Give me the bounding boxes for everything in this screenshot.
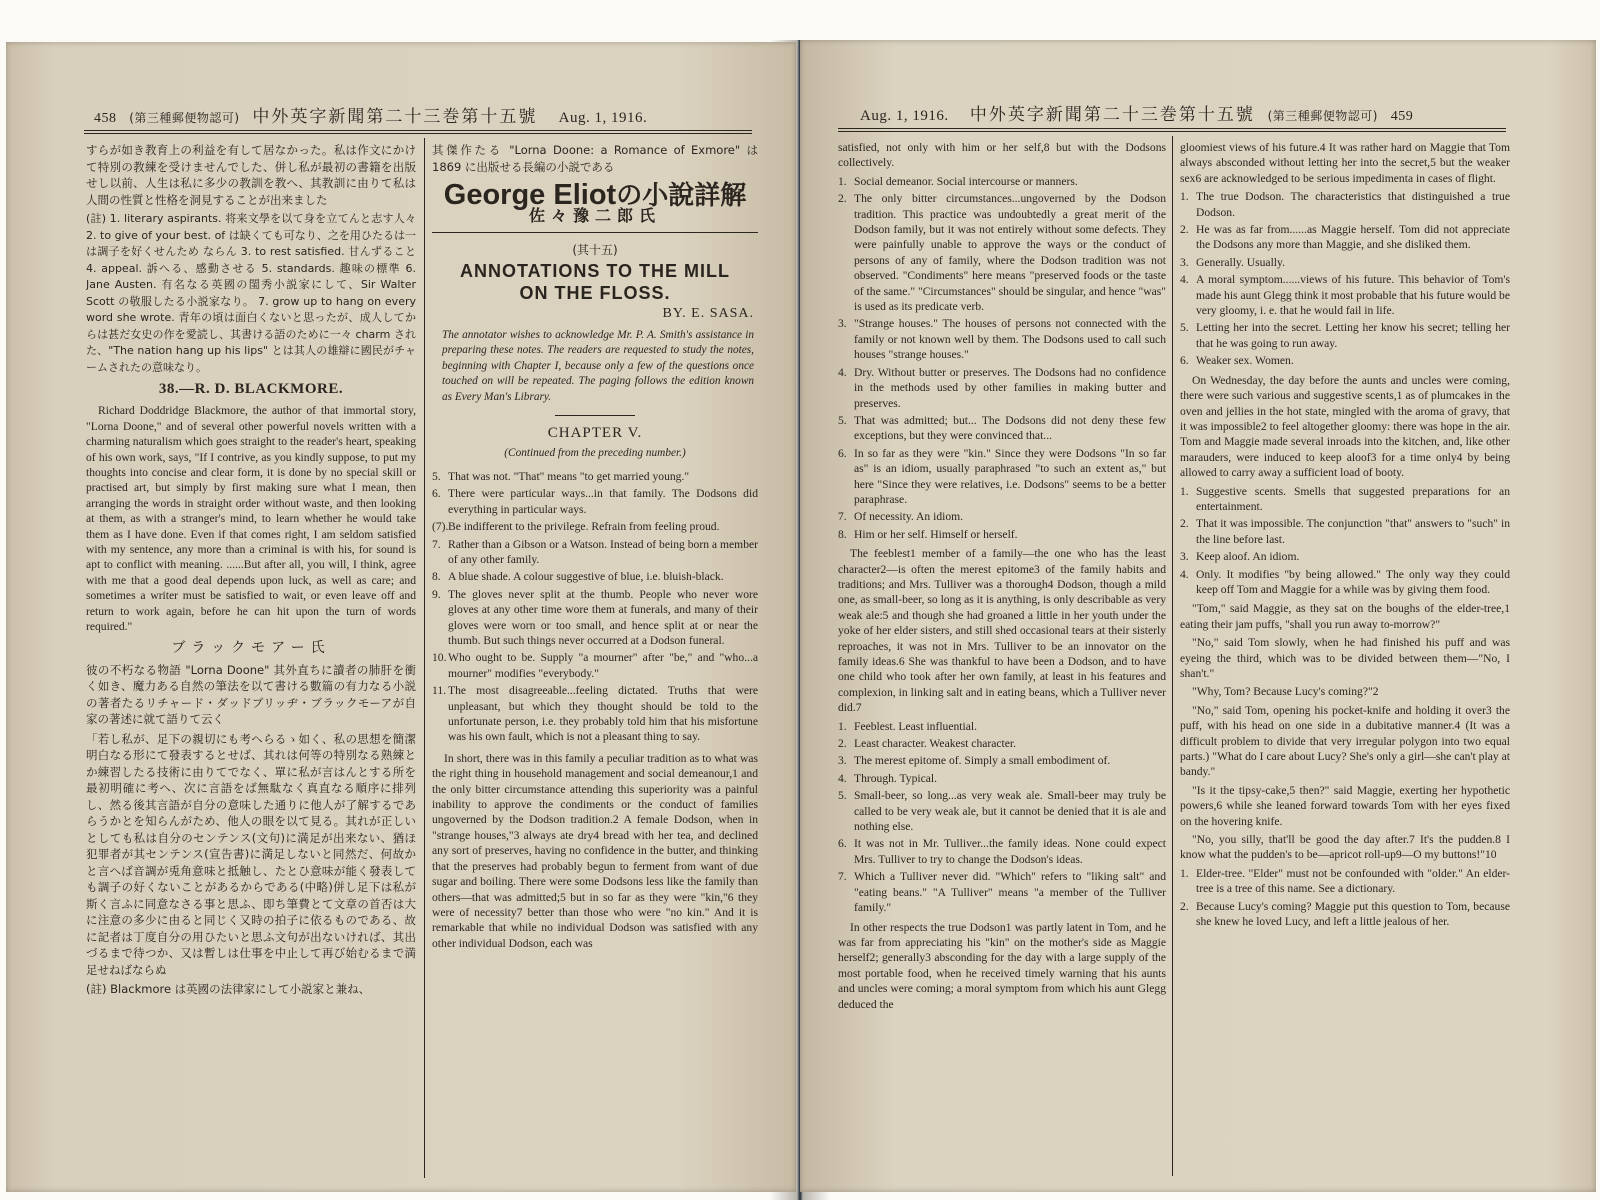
jp-glosses: (註) 1. literary aspirants. 将来文學を以て身を立てんと志す人々 2. to give of your best. of は缺くても可なり、之を用ひたるは一は調子を好くせんため ならん 3. to rest satisfied. 甘んずること 4. appeal. 訴へる、感動させる 5. standards. 趣味の標準 6. Jane Austen. 有名なる英國の閨秀小説家にして、Sir Walter Scott の敬服したる小説家なり。 7. grow up to hang on every word she wrote. 青年の頃は面白くないと思ったが、成人してからは甚だ女史の作を愛読し、其書ける語のために一々 charm された、"The nation hang up his lips" とは其人の雄辯に國民がチャームされたの意味なり。 (86, 212, 416, 374)
note-text: Who ought to be. Supply "a mourner" after "be," and "who...a mourner" modifies "everybody." (448, 651, 758, 680)
note-text: Dry. Without butter or preserves. The Dodsons had no confidence in the methods used by other families in making butter and preserves. (854, 365, 1166, 410)
right-header (860, 100, 1413, 125)
note-text: The gloves never split at the thumb. People who never wore gloves at any other time wore them at funerals, and many of their gloves were worn or too small, and hence split at or near the thumb. But such things never occurred at a Dodson funeral. (448, 587, 758, 647)
left-header (94, 102, 647, 127)
article-title-box (432, 178, 758, 233)
note-item (432, 650, 758, 681)
body-paragraph: On Wednesday, the day before the aunts and uncles were coming, there were such various and suggestive scents,1 as of plumcakes in the oven and jellies in the hot state, mingled with the aroma of gravy, that it was impossible2 to feel altogether gloomy: there was hope in the air. Tom and Maggie made several inroads into the kitchen, and, like other marauders, were induced to keep aloof3 for a time only4 by being allowed to carry away a sufficient load of booty. (1180, 373, 1510, 480)
note-number: 8. (838, 527, 847, 541)
note-text: Him or her self. Himself or herself. (854, 527, 1018, 541)
note-number: 1. (1180, 190, 1189, 204)
note-number: 6. (838, 446, 847, 460)
note-item (432, 537, 758, 568)
note-item (838, 836, 1166, 867)
note-item (1180, 549, 1510, 564)
note-number: 9. (432, 587, 441, 601)
note-item (838, 753, 1166, 768)
page-number: 458 (94, 111, 117, 126)
note-text: That was not. "That" means "to get married young." (448, 469, 690, 483)
divider (555, 415, 635, 416)
note-number: 8. (432, 570, 441, 584)
note-text: Keep aloof. An idiom. (1196, 550, 1300, 564)
notes-list (432, 469, 758, 745)
note-item (838, 771, 1166, 786)
chapter-heading: CHAPTER V. (547, 425, 643, 442)
notes-list (1180, 189, 1510, 368)
note-text: Only. It modifies "by being allowed." The only way they could keep off Tom and Maggie for a while was by giving them food. (1196, 567, 1510, 596)
notes-list (838, 719, 1166, 916)
note-number: 6. (838, 837, 847, 851)
note-number: 4. (1180, 273, 1189, 287)
note-item (1180, 516, 1510, 547)
jp-paragraph: 其傑作たる "Lorna Doone: a Romance of Exmore" は 1869 に出版せる長編の小説である (432, 143, 758, 174)
note-number: 3. (838, 754, 847, 768)
note-number: 5. (838, 789, 847, 803)
note-number: 11. (432, 684, 447, 698)
note-number: 2. (1180, 223, 1189, 237)
left-column-2 (432, 142, 758, 1182)
note-item (838, 527, 1166, 542)
header-permit: (第三種郵便物認可) (1267, 109, 1378, 123)
header-date: Aug. 1, 1916. (558, 110, 648, 126)
note-number: 4. (1180, 567, 1189, 581)
note-number: 6. (432, 487, 441, 501)
note-text: Elder-tree. "Elder" must not be confounded with "older." An elder-tree is a tree of this name. See a dictionary. (1196, 866, 1510, 896)
note-item (432, 569, 758, 584)
continued-note: (Continued from the preceding number.) (504, 446, 686, 459)
body-paragraph: "Why, Tom? Because Lucy's coming?"2 (1192, 685, 1379, 699)
note-text: The true Dodson. The characteristics that distinguished a true Dodson. (1196, 190, 1510, 219)
note-item (1180, 353, 1510, 368)
body-paragraph: gloomiest views of his future.4 It was rather hard on Maggie that Tom always absconded without letting her into the secret,5 but the weaker sex6 are acknowledged to be serious impedimenta in cases of flight. (1180, 141, 1510, 185)
note-text: The merest epitome of. Simply a small embodiment of. (854, 754, 1111, 768)
note-item (838, 446, 1166, 508)
note-number: 1. (1180, 484, 1189, 498)
note-text: A moral symptom......views of his future. This behavior of Tom's made his aunt Glegg think it most probable that his future would be very gloomy, i. e. that he would fail in life. (1196, 273, 1510, 318)
note-item (838, 788, 1166, 834)
note-text: Generally. Usually. (1196, 255, 1285, 269)
note-item (432, 587, 758, 649)
notes-list (1180, 484, 1510, 598)
note-item (838, 191, 1166, 314)
note-text: Least character. Weakest character. (854, 737, 1017, 751)
note-text: Letting her into the secret. Letting her know his secret; telling her that he was going to run away. (1196, 321, 1510, 350)
note-number: 7. (838, 870, 847, 884)
note-item (1180, 189, 1510, 220)
notes-list (1180, 866, 1510, 930)
note-item (838, 316, 1166, 362)
note-number: 1. (838, 174, 847, 188)
note-number: (7). (432, 520, 449, 534)
english-paragraph: Richard Doddridge Blackmore, the author of that immortal story, "Lorna Doone," and of several other powerful novels written with a charming naturalism which goes straight to the reader's heart, speaking of his own work, says, "If I contrive, as you kindly suppose, to put my thoughts into concise and clear form, it is done by no special skill or practised art, but simply by first making sure what I mean, then arranging the words in straight order without waste, and then looking at them, as with a stranger's mind, to learn whether he would take them as I have done. Even if that comes right, I am seldom satisfied with my sentence, any more than a criminal is with his, for sound is apt to conflict with meaning. ......But after all, you will, I think, agree with me that a good deal depends upon luck, as well as care; and sometimes a writer must be satisfied to wait, or even leave off and return to work again, before he can hit upon the turn of words required." (86, 404, 416, 634)
note-item (838, 413, 1166, 444)
header-title: 中外英字新聞第二十三巻第十五號 (252, 107, 538, 127)
note-item (432, 683, 758, 745)
note-item (838, 509, 1166, 524)
note-number: 10. (432, 651, 447, 665)
note-item (838, 365, 1166, 411)
article-title (432, 179, 758, 211)
note-item (838, 869, 1166, 915)
header-rule (838, 128, 1506, 132)
note-text: Be indifferent to the privilege. Refrain from feeling proud. (448, 520, 720, 534)
right-column-2 (1180, 140, 1510, 1180)
note-text: "Strange houses." The houses of persons not connected with the family or not known well by them. The Dodsons used to call such houses "strange houses." (854, 317, 1166, 362)
section-heading: 38.—R. D. BLACKMORE. (158, 381, 344, 397)
note-number: 7. (838, 510, 847, 524)
note-text: The most disagreeable...feeling dictated. Truths that were unpleasant, but which they thought should be told to the unfortunate person, i.e. they probably told him that his misfortune was his own fault, which is not a pleasant thing to say. (448, 684, 758, 744)
body-paragraph: In other respects the true Dodson1 was partly latent in Tom, and he was far from appreciating his "kin" on the mother's side as Maggie herself2; generally3 absconding for the day with a large supply of the most portable food, when he received timely warning that his aunts and uncles were coming; a moral symptom from which his aunt Glegg deduced the (838, 920, 1166, 1011)
note-number: 3. (1180, 255, 1189, 269)
body-paragraph: "Tom," said Maggie, as they sat on the boughs of the elder-tree,1 eating their jam puffs, "shall you run away to-morrow?" (1180, 602, 1510, 631)
title-en: George Eliot (443, 179, 617, 211)
note-number: 3. (838, 317, 847, 331)
header-title: 中外英字新聞第二十三巻第十五號 (969, 105, 1255, 125)
body-paragraph: "No," said Tom, opening his pocket-knife and holding it over3 the puff, with his head on one side in a dubitative manner.4 (It was a difficult problem to divide that very irregular polygon into two equal parts.) "What do I care about Lucy? She's only a girl—she can't play at bandy." (1180, 703, 1510, 779)
note-text: Feeblest. Least influential. (854, 719, 977, 733)
note-text: Weaker sex. Women. (1196, 354, 1294, 368)
note-number: 5. (432, 469, 441, 483)
note-item (1180, 899, 1510, 930)
jp-section-heading: ブラックモアー氏 (171, 639, 331, 656)
body-paragraph: The feeblest1 member of a family—the one who has the least character2—is often the merest epitome3 of the family habits and traditions; and Mrs. Tulliver was a thorough4 Dodson, though a mild one, as small-beer, so long as it is anything, is only describable as very weak ale:5 and though she had groaned a little in her youth under the yoke of her elder sisters, and still shed occasional tears at their sisterly reproaches, it was not in Mrs. Tulliver to be an innovator on the family ideas.6 She was thankful to have been a Dodson, and to have one child who took after her own family, at least in his features and complexion, in linking salt and in eating beans, which a Tulliver never did.7 (838, 547, 1166, 715)
jp-paragraph: 「若し私が、足下の親切にも考へらるゝ如く、私の思想を簡潔明白なる形にて發表するとせば、其れは何等の特別なる熟練とか練習したる技術に由りてでなく、單に私が言はんとする所を最初明確に考へ、次に言語をば無駄なく真直なる順序に排列し、然る後其言語が自分の意味した通りに他人が了解するであらうかとを知らんがため、他人の眼を以て見る。其れが正しいとしても私は自分のセンテンス(文句)に満足が出来ない、猶ほ犯罪者が其センテンス(宣告書)に満足しないと同然だ、何故かと言へば音調が兎角意味と抵触し、たとひ意味が能く發表しても調子の好くないことがあるからである(中略)併し足下は私が斯く言ふに同意なさる事と思ふ、即ち筆費とて文章の首否は大に注意の多少に由ると同じく又時の拍子に依るものである、故に記者は丁度自分の用ひたいと思ふ文句が出ないければ、其出づるまで待つか、又は暫しは仕事を中止して再び始むるまで満足せねばならぬ (86, 731, 416, 977)
note-text: Small-beer, so long...as very weak ale. Small-beer may truly be called to be very weak ale, but it cannot be denied that it is ale and nothing else. (854, 789, 1166, 834)
jp-paragraph: すらが如き教育上の利益を有して居なかった。私は作文にかけて特別の教練を受けませんでした、併し私が最初の書籍を出版せし以前、人生は私に多少の教訓を教へ、其教訓に由りて私は人間の性質と性格を洞見することが出来ました (86, 143, 416, 207)
note-text: Which a Tulliver never did. "Which" refers to "liking salt" and "eating beans." "A Tulliver" means "a member of the Tulliver family." (854, 870, 1166, 915)
note-item (1180, 272, 1510, 318)
note-number: 3. (1180, 550, 1189, 564)
intro-note: The annotator wishes to acknowledge Mr. P. A. Smith's assistance in preparing these notes. The readers are requested to study the notes, beginning with Chapter I, because only a few of the questions once touched on will be repeated. The paging follows the edition known as Every Man's Library. (442, 328, 754, 403)
body-paragraph: "Is it the tipsy-cake,5 then?" said Maggie, exerting her hypothetic powers,6 while she leaned forward towards Tom with her eyes fixed on the hovering knife. (1180, 783, 1510, 828)
right-column-1 (838, 140, 1166, 1180)
note-text: Rather than a Gibson or a Watson. Instead of being born a member of any other family. (448, 537, 758, 566)
note-number: 7. (432, 537, 441, 551)
note-text: Through. Typical. (854, 771, 938, 785)
header-permit: (第三種郵便物認可) (129, 111, 240, 125)
annotations-title-line-1: ANNOTATIONS TO THE MILL (460, 261, 730, 282)
note-item (432, 519, 758, 534)
note-item (838, 736, 1166, 751)
note-text: Suggestive scents. Smells that suggested preparations for an entertainment. (1196, 484, 1510, 513)
note-text: A blue shade. A colour suggestive of blue, i.e. bluish-black. (448, 570, 724, 584)
note-item (1180, 222, 1510, 253)
note-text: Social demeanor. Social intercourse or manners. (854, 174, 1078, 188)
header-date: Aug. 1, 1916. (860, 108, 949, 124)
author-jp: 佐々豫二郎氏 (528, 206, 661, 226)
note-item (432, 486, 758, 517)
body-paragraph: satisfied, not only with him or her self,8 but with the Dodsons collectively. (838, 141, 1166, 170)
note-text: Because Lucy's coming? Maggie put this question to Tom, because she knew he loved Lucy, and left a little jealous of her. (1196, 899, 1510, 929)
note-text: In so far as they were "kin." Since they were Dodsons "In so far as" is an idiom, usually paraphrased "to such an extent as," but here "Since they were relatives, i.e. Dodsons" seems to be a better paraphrase. (854, 446, 1166, 506)
note-text: The only bitter circumstances...ungoverned by the Dodson tradition. This practice was undoubtedly a great merit of the Dodson family, but it was not entirely without some defects. They were painfully unable to approve the ways or the conduct of persons of any of family, where the Dodson tradition was not observed. "Condiments" here means "preserved foods or the taste of the same." "Circumstances" should be singular, and hence "was" is used as its predicate verb. (854, 192, 1166, 314)
note-text: He was as far from......as Maggie herself. Tom did not appreciate the Dodsons any more than Maggie, and she disliked them. (1196, 223, 1510, 252)
note-text: That was admitted; but... The Dodsons did not deny these few exceptions, but they were convinced that... (854, 413, 1166, 443)
header-rule (84, 130, 752, 134)
note-item (1180, 320, 1510, 351)
note-item (1180, 484, 1510, 515)
note-number: 2. (1180, 517, 1189, 531)
note-number: 4. (838, 771, 847, 785)
annotations-title-line-2: ON THE FLOSS. (519, 283, 671, 304)
part-number: (其十五) (572, 242, 618, 257)
note-text: It was not in Mr. Tulliver...the family ideas. None could expect Mrs. Tulliver to try to change the Dodson's ideas. (854, 837, 1166, 866)
body-paragraph: "No," said Tom slowly, when he had finished his puff and was eyeing the third, which was to be divided between them—"No, I shan't." (1180, 636, 1510, 680)
page-number: 459 (1390, 109, 1414, 124)
right-page (800, 40, 1596, 1192)
body-paragraph: In short, there was in this family a peculiar tradition as to what was the right thing in household management and social demeanour,1 and the only bitter circumstance attending this superiority was a painful inability to approve the condiments or the conduct of families ungoverned by the Dodson tradition.2 A female Dodson, when in "strange houses,"3 always ate dry4 bread with her tea, and declined any sort of preserves, having no confidence in the butter, and thinking that the preserves had probably begun to ferment from want of due sugar and boiling. There were some Dodsons less like the family than others—that was admitted;5 but in so far as they were "kin,"6 they were of necessity7 better than those who were "no kin." And it is remarkable that while no individual Dodson was satisfied with any other individual Dodson, each was (432, 751, 758, 950)
note-number: 6. (1180, 354, 1189, 368)
note-number: 2. (838, 737, 847, 751)
note-number: 4. (838, 365, 847, 379)
note-item (838, 719, 1166, 734)
byline: BY. E. SASA. (662, 306, 754, 322)
body-paragraph: "No, you silly, that'll be good the day after.7 It's the pudden.8 I know what the pudden's to be—apricot roll-up9—O my buttons!"10 (1180, 833, 1510, 862)
note-number: 1. (1180, 866, 1189, 880)
note-number: 5. (838, 413, 847, 427)
note-item (838, 174, 1166, 189)
note-item (1180, 567, 1510, 598)
note-text: That it was impossible. The conjunction "that" answers to "such" in the line before last. (1196, 517, 1510, 546)
note-item (432, 469, 758, 484)
note-text: Of necessity. An idiom. (854, 510, 964, 524)
notes-list (838, 174, 1166, 542)
column-divider (1172, 136, 1173, 1176)
column-divider (424, 138, 425, 1178)
left-column-1 (86, 142, 416, 1182)
note-number: 5. (1180, 321, 1189, 335)
title-jp: の小說詳解 (616, 181, 747, 211)
jp-note: (註) Blackmore は英國の法律家にして小説家と兼ね、 (86, 982, 371, 997)
note-number: 2. (1180, 899, 1189, 913)
note-item (1180, 255, 1510, 270)
jp-paragraph: 彼の不朽なる物語 "Lorna Doone" 其外直ちに讀者の肺肝を衝く如き、魔力ある自然の筆法を以て書ける數篇の有力なる小説の著者たるリチャード・ダッドブリッヂ・ブラックモーアが自家の著述に就て語りて云く (86, 662, 416, 727)
left-page (6, 42, 796, 1192)
note-item (1180, 866, 1510, 897)
note-number: 2. (838, 192, 847, 206)
note-number: 1. (838, 719, 847, 733)
note-text: There were particular ways...in that family. The Dodsons did everything in particular ways. (448, 487, 758, 516)
